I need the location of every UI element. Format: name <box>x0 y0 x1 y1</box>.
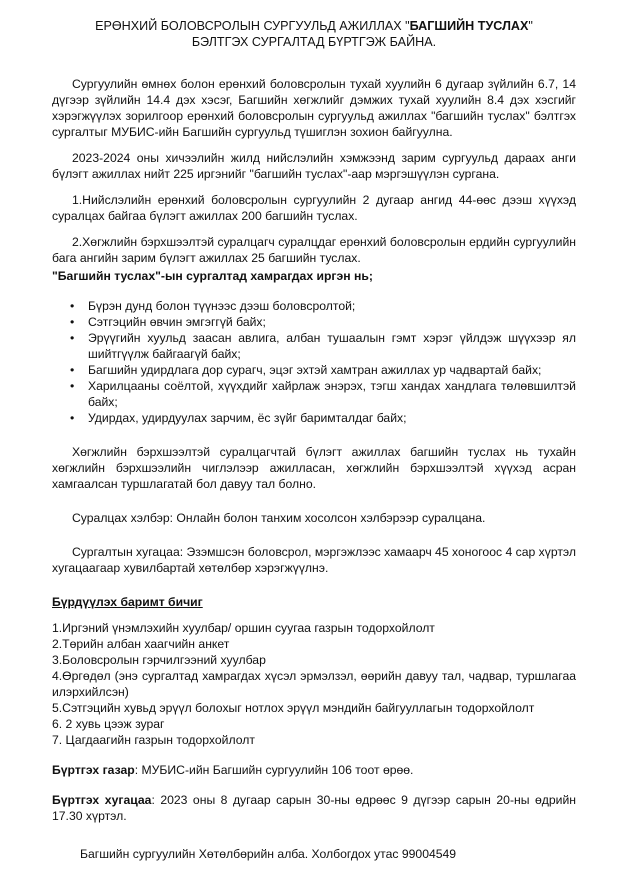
title-prefix: ЕРӨНХИЙ БОЛОВСРОЛЫН СУРГУУЛЬД АЖИЛЛАХ " <box>95 19 410 33</box>
title-line-1 <box>52 18 576 34</box>
requirement-item: • Бүрэн дунд болон түүнээс дээш боловсролтой; <box>88 298 576 314</box>
quota-item-1: 1.Нийслэлийн ерөнхий боловсролын сургуулийн 2 дугаар ангид 44-өөс дээш хүүхэд суралцах байгаа бүлэгт ажиллах 200 багшийн туслах. <box>52 193 576 223</box>
document-item: 2.Төрийн албан хаагчийн анкет <box>52 637 230 651</box>
advantage-paragraph: Хөгжлийн бэрхшээлтэй суралцагчтай бүлэгт ажиллах багшийн туслах нь тухайн хөгжлийн бэрхшээлийн чиглэлээр ажилласан, хөгжлийн бэрхшээлтэй хүүхэд асран хамгаалсан туршлагатай бол давуу тал болно. <box>52 445 576 491</box>
title-line-2: БЭЛТГЭХ СУРГАЛТАД БҮРТГЭЖ БАЙНА. <box>191 35 437 49</box>
registration-time-value: : 2023 оны 8 дугаар сарын 30-ны өдрөөс 9 дүгээр сарын 20-ны өдрийн 17.30 хүртэл. <box>52 793 576 823</box>
documents-heading: Бүрдүүлэх баримт бичиг <box>52 595 203 609</box>
title-suffix: " <box>528 19 533 33</box>
documents-list <box>52 620 576 748</box>
document-item: 1.Иргэний үнэмлэхийн хуулбар/ оршин суугаа газрын тодорхойлолт <box>52 621 435 635</box>
requirement-item: • Багшийн удирдлага дор сурагч, эцэг эхтэй хамтран ажиллах ур чадвартай байх; <box>88 362 576 378</box>
requirement-item: • Эрүүгийн хуульд заасан авлига, албан тушаалын гэмт хэрэг үйлдэж шүүхээр ял шийтгүүлж байгаагүй байх; <box>88 330 576 362</box>
requirement-item: • Удирдах, удирдуулах зарчим, ёс зүйг баримталдаг байх; <box>88 410 576 426</box>
document-item: 4.Өргөдөл (энэ сургалтад хамрагдах хүсэл эрмэлзэл, өөрийн давуу тал, чадвар, туршлагаа илэрхийлсэн) <box>52 669 576 699</box>
page-title <box>52 18 576 50</box>
quota-item-2: 2.Хөгжлийн бэрхшээлтэй суралцагч суралцдаг ерөнхий боловсролын ердийн сургуулийн бага ангийн зарим бүлэгт ажиллах 25 багшийн туслах. <box>52 235 576 265</box>
requirements-heading: "Багшийн туслах"-ын сургалтад хамрагдах иргэн нь; <box>52 269 373 283</box>
registration-time <box>52 792 576 824</box>
intro-paragraph: Сургуулийн өмнөх болон ерөнхий боловсролын тухай хуулийн 6 дугаар зүйлийн 6.7, 14 дүгээр зүйлийн 14.4 дэх хэсэг, Багшийн хөгжлийг дэмжих тухай хуулийн 8.4 дэх хэсгийг хэрэгжүүлэх зорилгоор ерөнхий боловсролын сургуульд ажиллах "багшийн туслах" бэлтгэх сургалтыг МУБИС-ийн Багшийн сургуульд түшиглэн зохион байгуулна. <box>52 77 576 139</box>
requirements-list <box>52 298 576 426</box>
duration-paragraph: Сургалтын хугацаа: Эзэмшсэн боловсрол, мэргэжлээс хамаарч 45 хоногоос 4 сар хүртэл хугацаагаар хувилбартай хөтөлбөр хэрэгжүүлнэ. <box>52 545 576 575</box>
quota-paragraph: 2023-2024 оны хичээлийн жилд нийслэлийн хэмжээнд зарим сургуульд дараах анги бүлэгт ажиллах нийт 225 иргэнийг "багшийн туслах"-аар мэргэшүүлэн сургана. <box>52 151 576 181</box>
document-item: 3.Боловсролын гэрчилгээний хуулбар <box>52 653 266 667</box>
registration-place <box>52 762 576 778</box>
requirement-item: • Сэтгэцийн өвчин эмгэггүй байх; <box>88 314 576 330</box>
document-item: 5.Сэтгэцийн хувьд эрүүл болохыг нотлох эрүүл мэндийн байгууллагын тодорхойлолт <box>52 701 535 715</box>
document-item: 6. 2 хувь цээж зураг <box>52 717 165 731</box>
study-form-paragraph: Суралцах хэлбэр: Онлайн болон танхим хосолсон хэлбэрээр суралцана. <box>72 511 486 525</box>
requirement-item: • Харилцааны соёлтой, хүүхдийг хайрлаж энэрэх, тэгш хандах хандлага төлөвшилтэй байх; <box>88 378 576 410</box>
registration-time-label: Бүртгэх хугацаа <box>52 793 152 807</box>
document-item: 7. Цагдаагийн газрын тодорхойлолт <box>52 733 255 747</box>
footer-contact: Багшийн сургуулийн Хөтөлбөрийн алба. Холбогдох утас 99004549 <box>80 847 457 861</box>
registration-place-label: Бүртгэх газар <box>52 763 135 777</box>
title-bold: БАГШИЙН ТУСЛАХ <box>409 19 529 33</box>
registration-place-value: : МУБИС-ийн Багшийн сургуулийн 106 тоот өрөө. <box>134 763 414 777</box>
